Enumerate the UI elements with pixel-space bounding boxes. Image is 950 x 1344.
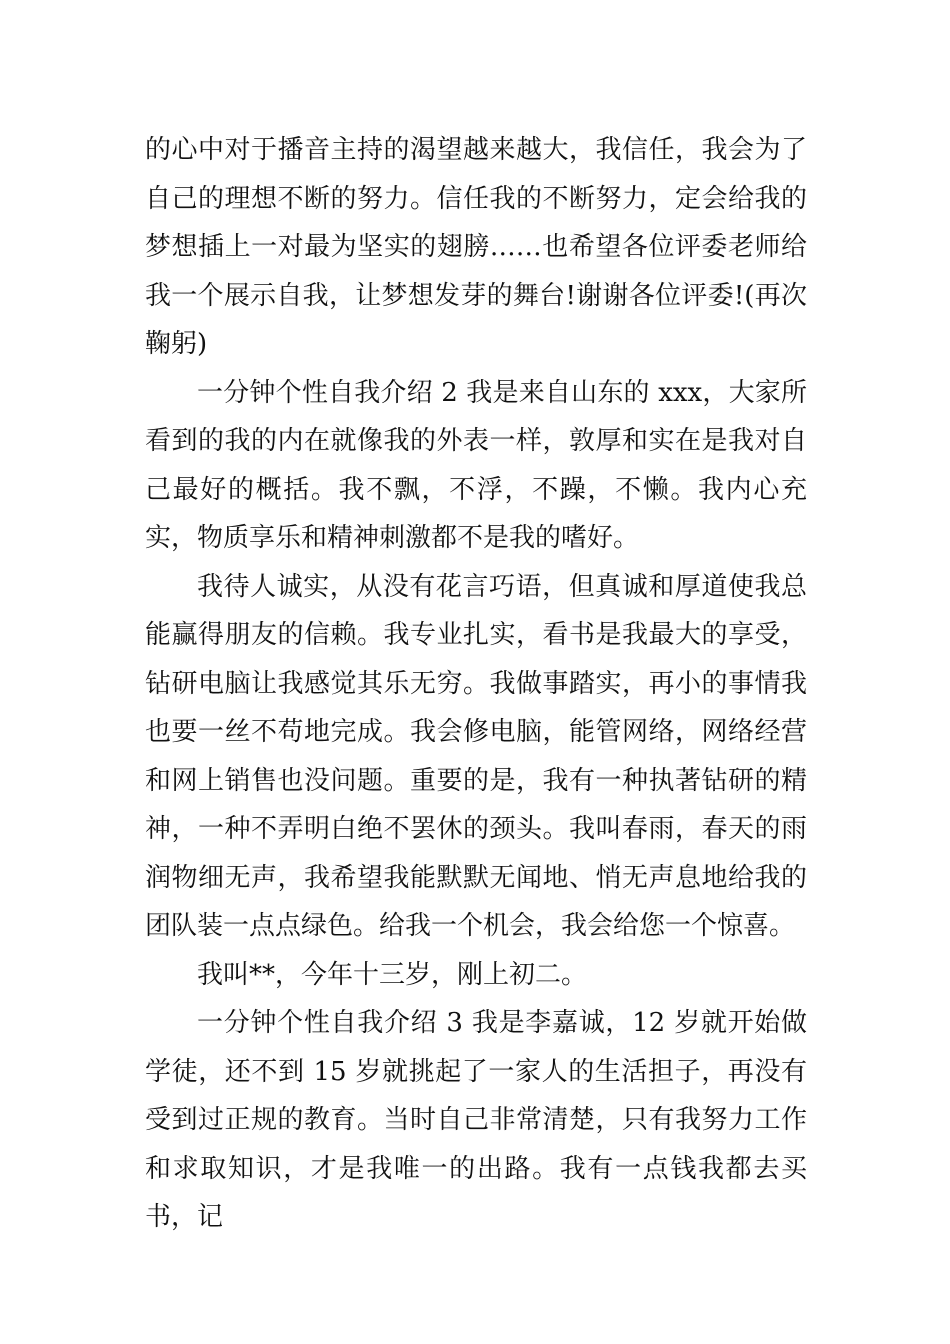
- paragraph-intro-3: 一分钟个性自我介绍 3 我是李嘉诚，12 岁就开始做学徒，还不到 15 岁就挑起了一家人的生活担子，再没有受到过正规的教育。当时自己非常清楚，只有我努力工作和求取知识，才是我唯一的出路。我有一点钱我都去买书，记: [145, 1008, 807, 1232]
- paragraph-short-intro: 我叫**，今年十三岁，刚上初二。: [197, 959, 588, 990]
- paragraph-continuation: 的心中对于播音主持的渴望越来越大，我信任，我会为了自己的理想不断的努力。信任我的不断努力，定会给我的梦想插上一对最为坚实的翅膀……也希望各位评委老师给我一个展示自我，让梦想发芽的舞台!谢谢各位评委!(再次鞠躬): [145, 135, 807, 359]
- paragraph-character: 我待人诚实，从没有花言巧语，但真诚和厚道使我总能赢得朋友的信赖。我专业扎实，看书是我最大的享受，钻研电脑让我感觉其乐无穷。我做事踏实，再小的事情我也要一丝不苟地完成。我会修电脑，能管网络，网络经营和网上销售也没问题。重要的是，我有一种执著钻研的精神，一种不弄明白绝不罢休的颈头。我叫春雨，春天的雨润物细无声，我希望我能默默无闻地、悄无声息地给我的团队装一点点绿色。给我一个机会，我会给您一个惊喜。: [145, 571, 807, 941]
- paragraph-intro-2: 一分钟个性自我介绍 2 我是来自山东的 xxx，大家所看到的我的内在就像我的外表一样，敦厚和实在是我对自己最好的概括。我不飘，不浮，不躁，不懒。我内心充实，物质享乐和精神刺激都不是我的嗜好。: [145, 377, 807, 553]
- document-body: [145, 126, 807, 1242]
